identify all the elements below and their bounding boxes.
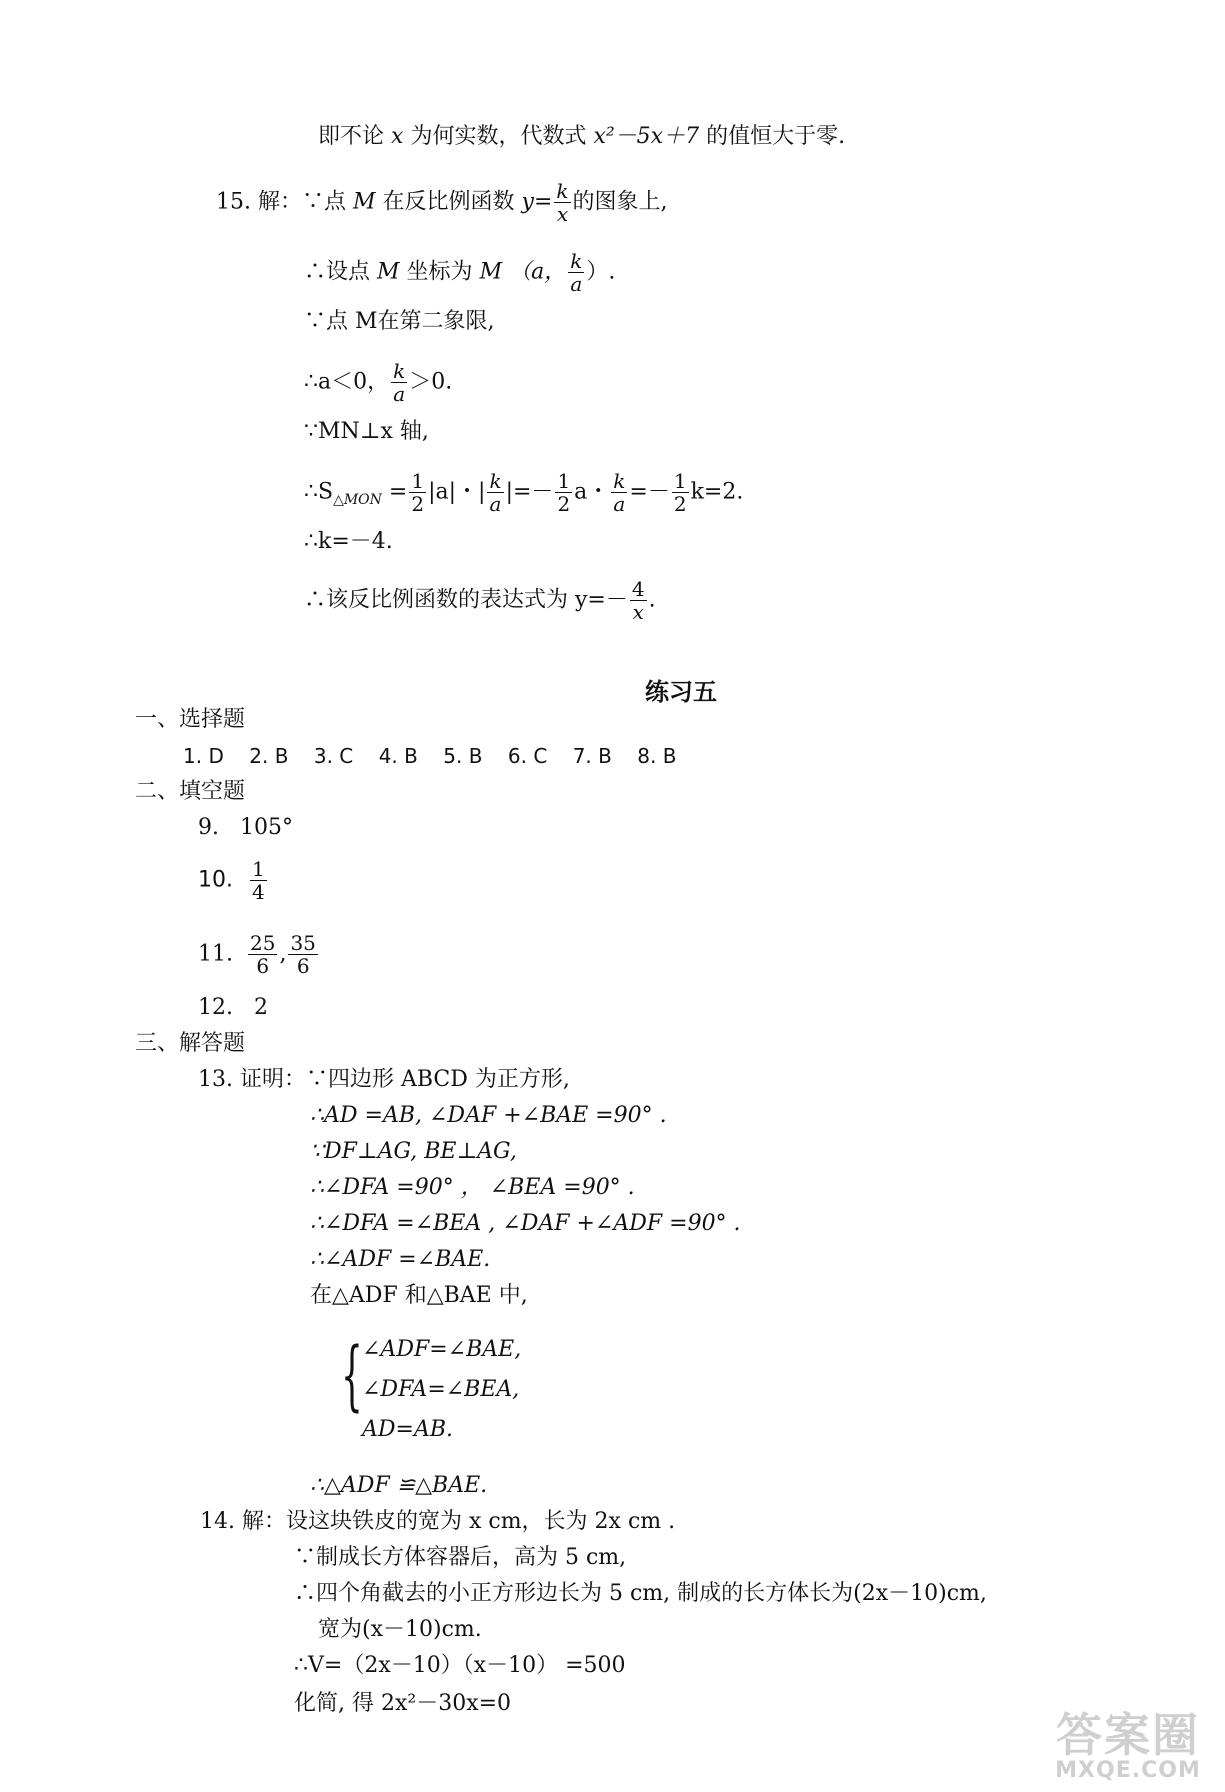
denominator: 2: [411, 492, 425, 516]
expression: x²－5x＋7: [593, 124, 700, 149]
text: ∠DFA=∠BEA,: [362, 1377, 520, 1402]
part3-heading: 三、解答题: [135, 1031, 246, 1056]
q9: [198, 814, 293, 842]
text: 的图象上,: [572, 189, 668, 215]
var: M: [377, 259, 400, 285]
fraction: [487, 470, 503, 515]
denominator: a: [613, 492, 626, 516]
text: 即不论: [318, 124, 385, 149]
text: ∴△ADF ≌△BAE.: [310, 1473, 488, 1498]
part2-heading: 二、填空题: [135, 779, 246, 804]
fraction: [248, 932, 277, 977]
numerator: k: [489, 469, 502, 493]
text: k=2.: [690, 479, 744, 505]
line-top: [318, 123, 845, 151]
var: M: [479, 259, 503, 285]
denominator: 6: [256, 954, 270, 978]
denominator: 2: [673, 492, 687, 516]
q10: [198, 858, 269, 903]
p15-line6: [304, 470, 743, 515]
question-number: 12.: [198, 995, 233, 1020]
q14-line1: 14. 解：设这块铁皮的宽为 x cm，长为 2x cm .: [200, 1509, 676, 1534]
q13-line7: 在△ADF 和△BAE 中,: [310, 1283, 528, 1308]
answer: 105°: [240, 815, 293, 840]
subscript: △MON: [333, 491, 382, 508]
answer: 2: [254, 995, 268, 1020]
numerator: k: [570, 249, 583, 273]
q14-line2: ∵制成长方体容器后，高为 5 cm,: [294, 1545, 627, 1570]
fraction: [288, 932, 317, 977]
text: ＞0.: [409, 369, 453, 395]
text: ）.: [586, 259, 616, 285]
denominator: 2: [557, 492, 571, 516]
fraction: [555, 470, 572, 515]
q13-line4: [310, 1174, 635, 1202]
fraction: [672, 470, 689, 515]
question-number: 11.: [198, 941, 233, 967]
q13-line8: [310, 1472, 487, 1500]
q13-system-2: [362, 1376, 519, 1404]
section-title: 练习五: [645, 678, 717, 706]
q12: [198, 994, 268, 1022]
watermark-logo: [1043, 1710, 1213, 1786]
text: ∴∠ADF =∠BAE.: [310, 1247, 491, 1272]
numerator: 35: [290, 931, 316, 955]
q11: [198, 932, 320, 977]
text: ∴设点: [304, 259, 371, 285]
part1-heading: 一、选择题: [135, 707, 246, 732]
q14-line3: ∴四个角截去的小正方形边长为 5 cm, 制成的长方体长为(2x－10)cm,: [294, 1581, 987, 1606]
numerator: 25: [250, 931, 276, 955]
q13-system-1: [362, 1336, 521, 1364]
text: ∴∠DFA =90° ， ∠BEA =90° .: [310, 1175, 635, 1200]
p15-line5: ∵MN⊥x 轴,: [304, 419, 429, 444]
denominator: 4: [252, 880, 265, 904]
p15-line2: [304, 250, 615, 295]
fraction: [391, 360, 407, 405]
text: AD=AB.: [362, 1417, 454, 1442]
q14-line6: 化简, 得 2x²－30x=0: [294, 1691, 512, 1716]
text: ∠ADF=∠BAE,: [362, 1337, 522, 1362]
q13-line6: [310, 1246, 490, 1274]
p15-line4: [304, 360, 452, 405]
denominator: 6: [296, 954, 310, 978]
text: ∴∠DFA =∠BEA , ∠DAF +∠ADF =90° .: [310, 1211, 741, 1236]
text: 在反比例函数: [382, 189, 515, 215]
q13-system-3: [362, 1416, 453, 1444]
p15-line3: ∵点 M在第二象限,: [304, 309, 495, 334]
fraction: [554, 180, 570, 225]
text: ∴该反比例函数的表达式为 y=－: [304, 587, 628, 613]
text: 坐标为: [406, 259, 473, 285]
text: ∴S: [304, 479, 334, 505]
text: .: [648, 587, 656, 613]
fraction: [250, 858, 267, 903]
fraction: [568, 250, 584, 295]
q13-line5: [310, 1210, 741, 1238]
text: |=－: [505, 479, 554, 505]
text: |a|・|: [428, 479, 486, 505]
text: ∴AD =AB, ∠DAF +∠BAE =90° .: [310, 1103, 667, 1128]
separator: ,: [279, 941, 287, 967]
watermark-text: 答案圈: [1056, 1708, 1200, 1762]
var: （a，: [509, 259, 567, 285]
question-number: 10.: [198, 867, 233, 893]
p15-line8: [304, 578, 656, 623]
text: ∵DF⊥AG, BE⊥AG,: [310, 1139, 517, 1164]
fraction: [630, 578, 647, 623]
var-x: x: [391, 124, 404, 149]
numerator: 4: [631, 577, 645, 601]
text: a・: [574, 479, 610, 505]
text: =: [381, 479, 408, 505]
q13-line3: [310, 1138, 517, 1166]
denominator: a: [489, 492, 502, 516]
p15-line7: ∴k=－4.: [304, 529, 393, 554]
fraction: [611, 470, 627, 515]
text: =－: [629, 479, 670, 505]
text: 的值恒大于零.: [706, 124, 846, 149]
q13-line2: [310, 1102, 667, 1130]
numerator: 1: [673, 469, 687, 493]
denominator: a: [570, 272, 583, 296]
numerator: k: [393, 359, 406, 383]
denominator: x: [632, 600, 644, 624]
question-number: 9.: [198, 815, 219, 840]
q14-line4: 宽为(x－10)cm.: [318, 1617, 482, 1642]
numerator: 1: [252, 857, 265, 881]
numerator: 1: [557, 469, 571, 493]
text: 为何实数，代数式: [410, 124, 587, 149]
fraction: [409, 470, 426, 515]
numerator: 1: [411, 469, 425, 493]
system-brace: {: [341, 1330, 363, 1419]
var: M: [352, 189, 376, 215]
numerator: k: [613, 469, 626, 493]
p15-line1: [216, 180, 668, 225]
var: y: [521, 189, 534, 215]
text: ∴a＜0，: [304, 369, 390, 395]
denominator: a: [393, 382, 406, 406]
part1-answers: 1. D 2. B 3. C 4. B 5. B 6. C 7. B 8. B: [183, 744, 677, 768]
text: =: [533, 189, 553, 215]
q14-line5: ∴V=（2x－10）（x－10） =500: [294, 1653, 626, 1678]
watermark-url: MXQE.COM: [1055, 1758, 1201, 1783]
q13-line1: 13. 证明：∵四边形 ABCD 为正方形,: [198, 1067, 570, 1092]
denominator: x: [556, 202, 569, 226]
numerator: k: [556, 179, 569, 203]
text: 15. 解：∵点: [216, 189, 346, 215]
